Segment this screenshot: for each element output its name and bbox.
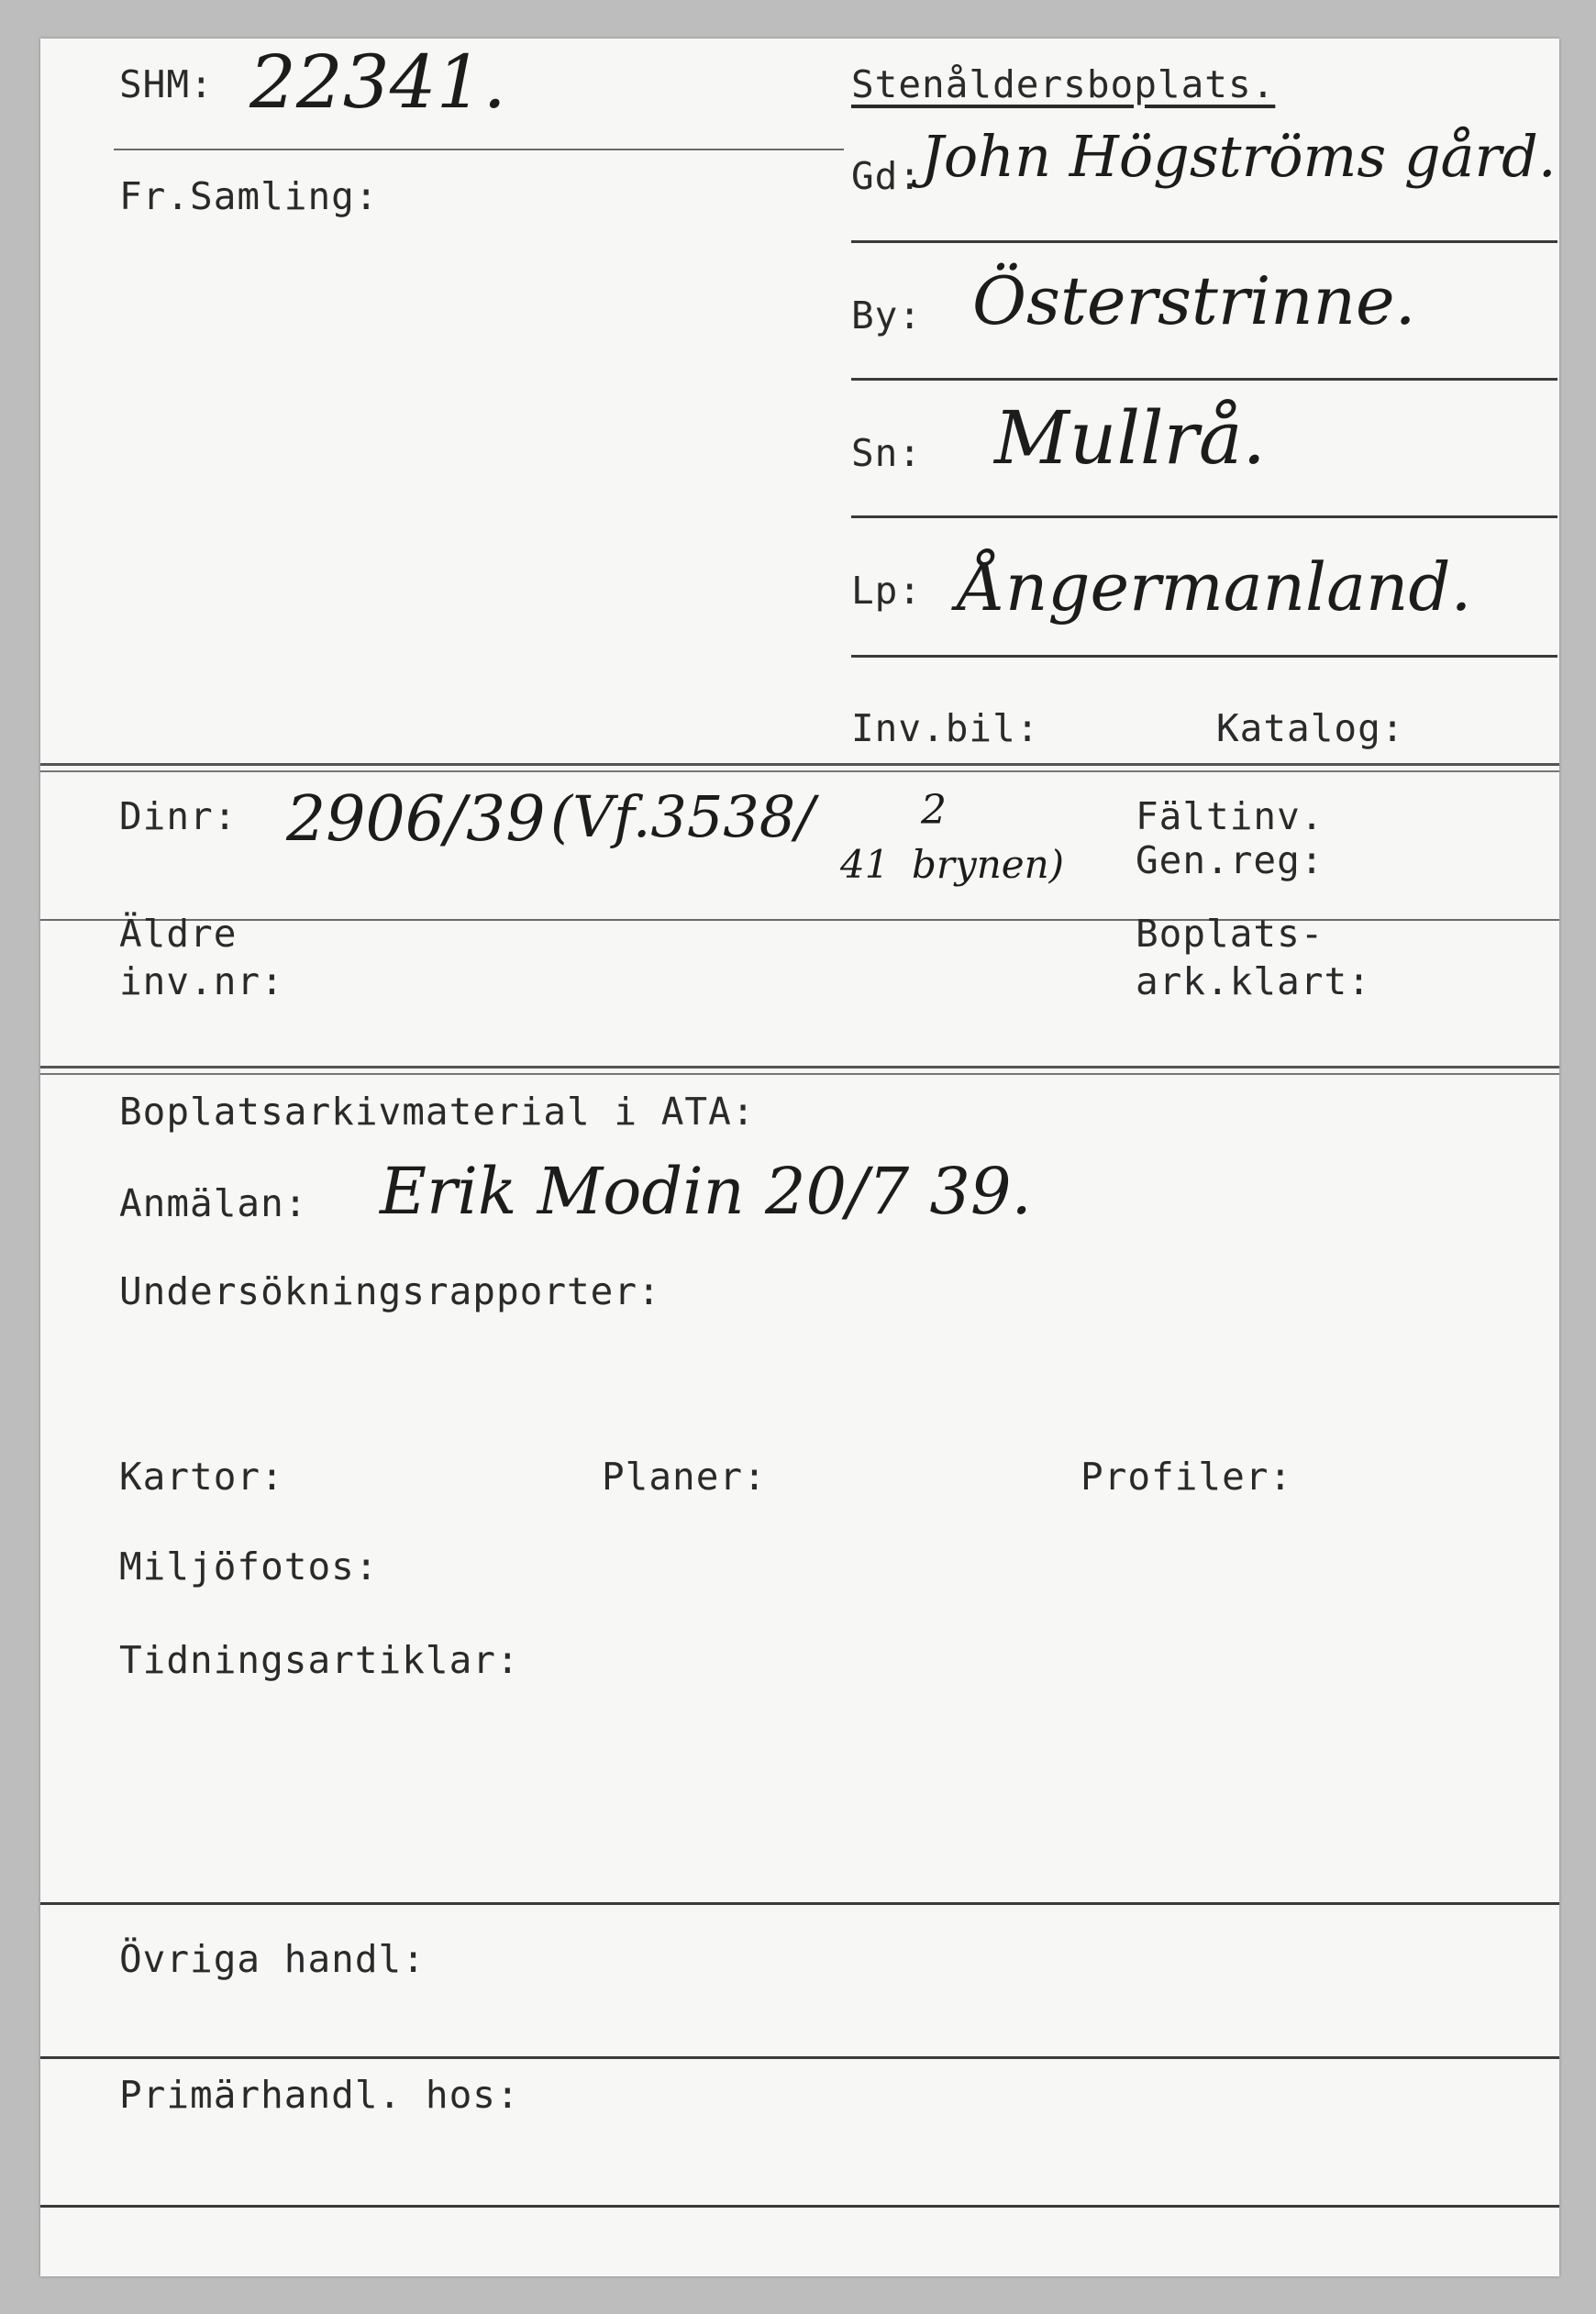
- divider-dinr: [40, 919, 1559, 921]
- lp-line: [851, 655, 1557, 658]
- lp-label: Lp:: [851, 569, 923, 613]
- genreg-label: Gen.reg:: [1136, 838, 1324, 882]
- invnr-label: inv.nr:: [119, 959, 284, 1003]
- dinr-note-2: 2: [921, 787, 947, 834]
- anmalan-value: Erik Modin 20/7 39.: [380, 1154, 1032, 1229]
- divider-4: [40, 2056, 1559, 2059]
- planer-label: Planer:: [602, 1455, 767, 1499]
- dinr-value: 2906/39: [286, 783, 546, 856]
- undersok-label: Undersökningsrapporter:: [119, 1269, 661, 1313]
- arkklart-label: ark.klart:: [1136, 959, 1371, 1003]
- miljofotos-label: Miljöfotos:: [119, 1545, 379, 1589]
- dinr-note-41: 41: [840, 842, 890, 887]
- inv-bil-label: Inv.bil:: [851, 706, 1040, 750]
- divider-3: [40, 1902, 1559, 1905]
- divider-5: [40, 2205, 1559, 2208]
- gd-value: John Högströms gård.: [921, 123, 1557, 190]
- shm-number: 22341.: [249, 39, 506, 125]
- archive-title: Boplatsarkivmaterial i ATA:: [119, 1090, 756, 1134]
- anmalan-label: Anmälan:: [119, 1181, 308, 1225]
- shm-label: SHM:: [119, 62, 214, 106]
- katalog-label: Katalog:: [1216, 706, 1405, 750]
- profiler-label: Profiler:: [1081, 1455, 1293, 1499]
- fr-samling-label: Fr.Samling:: [119, 174, 379, 218]
- ovriga-label: Övriga handl:: [119, 1937, 426, 1981]
- by-label: By:: [851, 293, 923, 338]
- sn-value: Mullrå.: [994, 395, 1266, 481]
- header-underline: [114, 149, 844, 150]
- faltinv-label: Fältinv.: [1136, 794, 1324, 838]
- dinr-note-brynen: brynen): [912, 842, 1065, 887]
- kartor-label: Kartor:: [119, 1455, 284, 1499]
- dinr-note-vf: (Vf.3538/: [550, 783, 815, 850]
- by-value: Österstrinne.: [972, 262, 1416, 339]
- category-label: Stenåldersboplats.: [851, 62, 1276, 106]
- dinr-label: Dinr:: [119, 794, 238, 838]
- by-line: [851, 378, 1557, 381]
- primar-label: Primärhandl. hos:: [119, 2073, 520, 2117]
- gd-label: Gd:: [851, 154, 923, 198]
- divider-2: [40, 1066, 1559, 1075]
- gd-line: [851, 240, 1557, 243]
- sn-label: Sn:: [851, 431, 923, 475]
- lp-value: Ångermanland.: [958, 548, 1472, 626]
- divider-1: [40, 763, 1559, 772]
- tidning-label: Tidningsartiklar:: [119, 1638, 520, 1682]
- boplats-label: Boplats-: [1136, 912, 1324, 956]
- catalog-card: [40, 39, 1559, 2276]
- aldre-label: Äldre: [119, 912, 238, 956]
- sn-line: [851, 515, 1557, 518]
